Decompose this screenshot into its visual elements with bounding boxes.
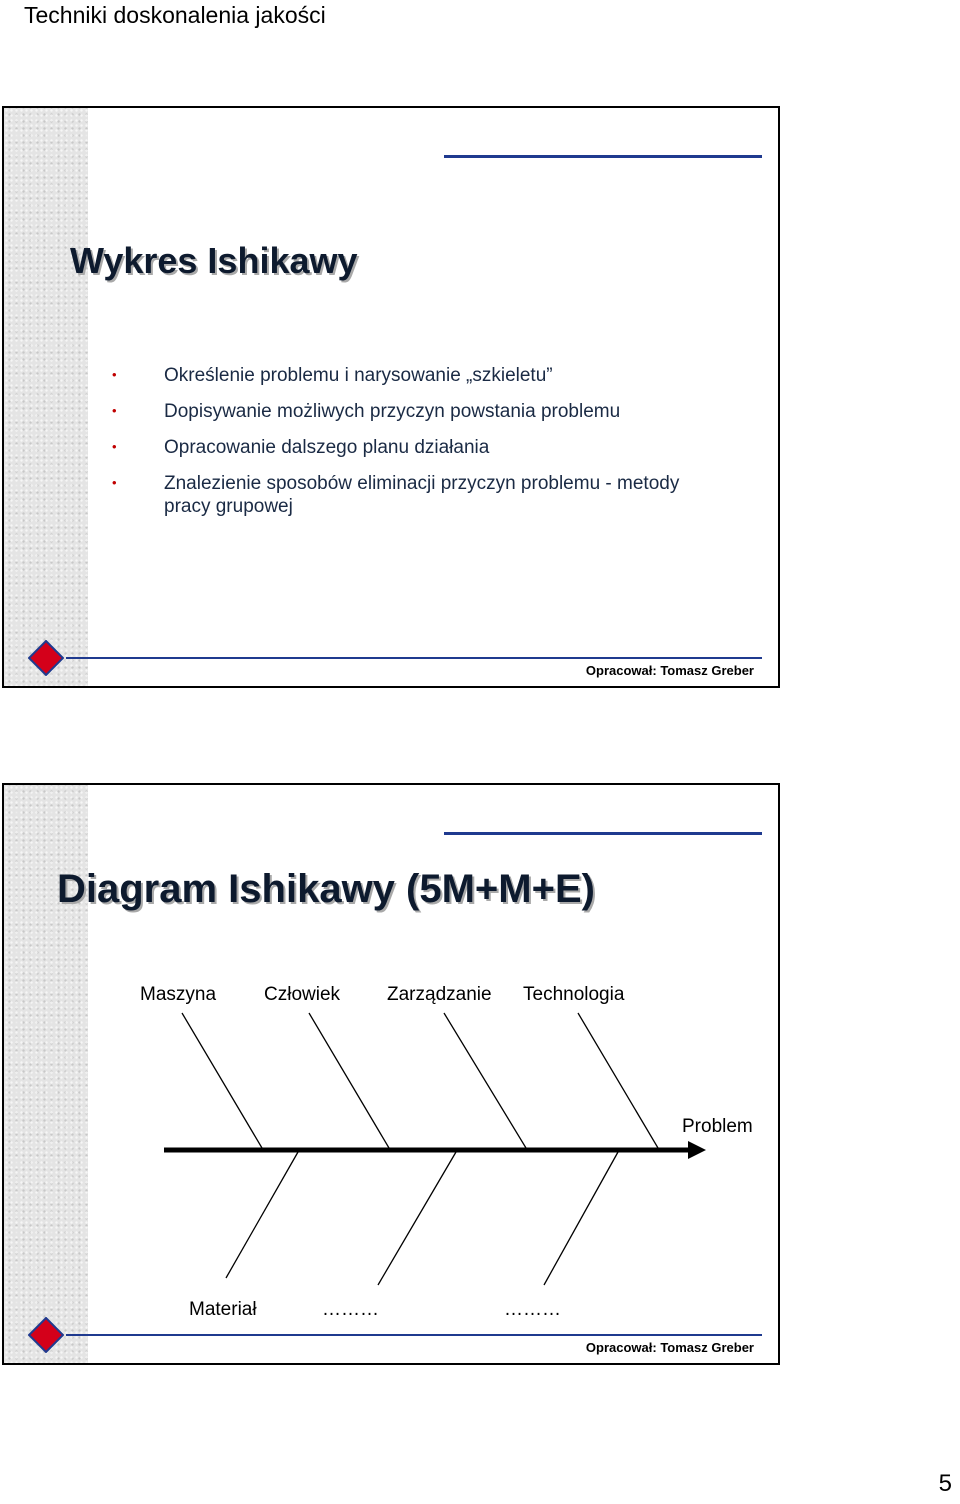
bullet-text: Opracowanie dalszego planu działania <box>164 437 490 458</box>
textured-stripe <box>4 108 88 686</box>
cause-label-zarzadzanie: Zarządzanie <box>387 984 492 1005</box>
diamond-icon <box>28 1317 64 1353</box>
page-header: Techniki doskonalenia jakości <box>24 2 326 28</box>
slide-title: Diagram Ishikawy (5M+M+E) <box>57 867 595 911</box>
bone-lower-2 <box>378 1152 456 1285</box>
slide-diagram-ishikawy <box>2 783 780 1365</box>
footer-author: Opracował: Tomasz Greber <box>585 1340 754 1355</box>
bottom-accent-rule <box>66 1334 762 1336</box>
bone-zarzadzanie <box>444 1013 526 1148</box>
bullet-icon: • <box>112 439 117 454</box>
bone-lower-3 <box>544 1152 618 1285</box>
bullet-icon: • <box>112 475 117 490</box>
arrow-head-icon <box>688 1141 706 1159</box>
problem-label: Problem <box>682 1116 753 1137</box>
bullet-icon: • <box>112 403 117 418</box>
bullet-icon: • <box>112 367 117 382</box>
list-item <box>112 364 712 387</box>
page-number: 5 <box>938 1470 952 1497</box>
list-item <box>112 400 712 423</box>
list-item <box>112 436 712 459</box>
top-accent-rule <box>444 155 762 158</box>
cause-label-maszyna: Maszyna <box>140 984 217 1005</box>
bone-maszyna <box>182 1013 262 1148</box>
slide-title: Wykres Ishikawy <box>70 240 358 281</box>
bone-technologia <box>578 1013 658 1148</box>
bone-czlowiek <box>309 1013 389 1148</box>
footer-author: Opracował: Tomasz Greber <box>585 663 754 678</box>
bone-material <box>226 1152 298 1278</box>
cause-label-material: Materiał <box>189 1299 257 1320</box>
bottom-accent-rule <box>66 657 762 659</box>
bullet-text: Dopisywanie możliwych przyczyn powstania problemu <box>164 401 621 422</box>
bullet-text: Znalezienie sposobów eliminacji przyczyn problemu - metody pracy grupowej <box>164 473 680 517</box>
bullet-text: Określenie problemu i narysowanie „szkieletu” <box>164 365 553 386</box>
fishbone-diagram <box>4 785 778 1363</box>
diamond-icon <box>28 640 64 676</box>
cause-label-czlowiek: Człowiek <box>264 984 341 1005</box>
list-item <box>112 472 712 518</box>
cause-label-placeholder: ……… <box>322 1299 379 1320</box>
cause-label-technologia: Technologia <box>523 984 625 1005</box>
cause-label-placeholder: ……… <box>504 1299 561 1320</box>
slide-wykres-ishikawy <box>2 106 780 688</box>
bullet-list <box>112 364 712 531</box>
